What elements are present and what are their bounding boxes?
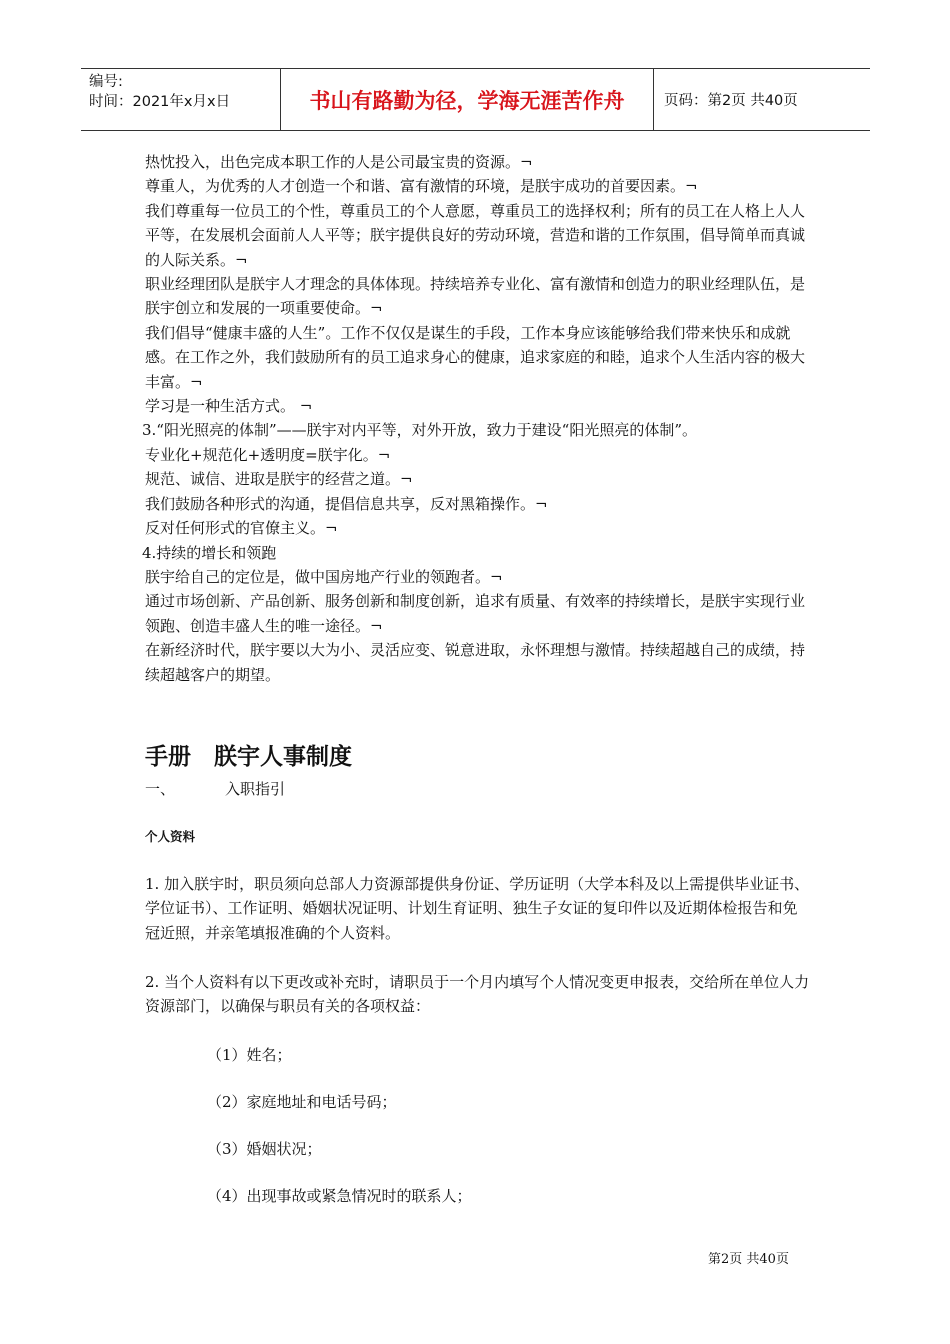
body-paragraph: 朕宇给自己的定位是，做中国房地产行业的领跑者。¬ xyxy=(145,567,503,586)
body-paragraph: 专业化+规范化+透明度=朕宇化。¬ xyxy=(145,445,391,464)
body-heading: 4.持续的增长和领跑 xyxy=(142,543,277,562)
subsection-heading xyxy=(145,778,285,799)
page-footer: 第2页 共40页 xyxy=(708,1252,789,1267)
paragraph-1: 1. 加入朕宇时，职员须向总部人力资源部提供身份证、学历证明（大学本科及以上需提供毕业证书、学位证书）、工作证明、婚姻状况证明、计划生育证明、独生子女证的复印件以及近期体检报告和免冠近照，并亲笔填报准确的个人资料。 xyxy=(145,875,810,942)
body-paragraph: 我们尊重每一位员工的个性，尊重员工的个人意愿，尊重员工的选择权利；所有的员工在人格上人人平等，在发展机会面前人人平等；朕宇提供良好的劳动环境，营造和谐的工作氛围，倡导简单而真诚的人际关系。¬ xyxy=(145,201,806,269)
section-title: 手册 朕宇人事制度 xyxy=(145,744,352,770)
document-number-label: 编号: xyxy=(89,74,123,90)
body-paragraph: 学习是一种生活方式。 ¬ xyxy=(145,397,313,416)
body-text xyxy=(142,150,810,687)
page-header xyxy=(81,68,870,131)
list-item: （4）出现事故或紧急情况时的联系人； xyxy=(207,1187,472,1205)
list-item: （3）婚姻状况； xyxy=(207,1140,322,1158)
header-meta xyxy=(81,69,281,130)
topic-label: 个人资料 xyxy=(145,829,196,844)
document-date: 时间：2021年x月x日 xyxy=(89,94,231,110)
body-paragraph: 职业经理团队是朕宇人才理念的具体体现。持续培养专业化、富有激情和创造力的职业经理队伍，是朕宇创立和发展的一项重要使命。¬ xyxy=(145,275,806,318)
header-page-number: 页码：第2页 共40页 xyxy=(664,93,798,109)
body-heading: 3.“阳光照亮的体制”——朕宇对内平等，对外开放，致力于建设“阳光照亮的体制”。 xyxy=(142,421,697,440)
body-paragraph: 我们倡导“健康丰盛的人生”。工作不仅仅是谋生的手段，工作本身应该能够给我们带来快乐和成就感。在工作之外，我们鼓励所有的员工追求身心的健康，追求家庭的和睦，追求个人生活内容的极大丰富。¬ xyxy=(145,323,806,391)
body-paragraph: 我们鼓励各种形式的沟通，提倡信息共享，反对黑箱操作。¬ xyxy=(145,494,548,513)
body-paragraph: 热忱投入，出色完成本职工作的人是公司最宝贵的资源。¬ xyxy=(145,153,533,171)
body-paragraph: 反对任何形式的官僚主义。¬ xyxy=(145,519,338,538)
header-motto: 书山有路勤为径，学海无涯苦作舟 xyxy=(281,69,654,130)
list-item: （2）家庭地址和电话号码； xyxy=(207,1093,397,1111)
body-paragraph: 在新经济时代，朕宇要以大为小、灵活应变、锐意进取，永怀理想与激情。持续超越自己的成绩，持续超越客户的期望。 xyxy=(145,641,806,684)
subsection-text: 入职指引 xyxy=(225,780,286,798)
body-paragraph: 规范、诚信、进取是朕宇的经营之道。¬ xyxy=(145,470,413,489)
subsection-number: 一、 xyxy=(145,780,176,798)
list-item: （1）姓名； xyxy=(207,1046,292,1064)
body-paragraph: 通过市场创新、产品创新、服务创新和制度创新，追求有质量、有效率的持续增长，是朕宇实现行业领跑、创造丰盛人生的唯一途径。¬ xyxy=(145,592,806,635)
body-paragraph: 尊重人，为优秀的人才创造一个和谐、富有激情的环境，是朕宇成功的首要因素。¬ xyxy=(145,177,698,196)
paragraph-2: 2. 当个人资料有以下更改或补充时，请职员于一个月内填写个人情况变更申报表，交给所在单位人力资源部门，以确保与职员有关的各项权益： xyxy=(145,973,810,1016)
